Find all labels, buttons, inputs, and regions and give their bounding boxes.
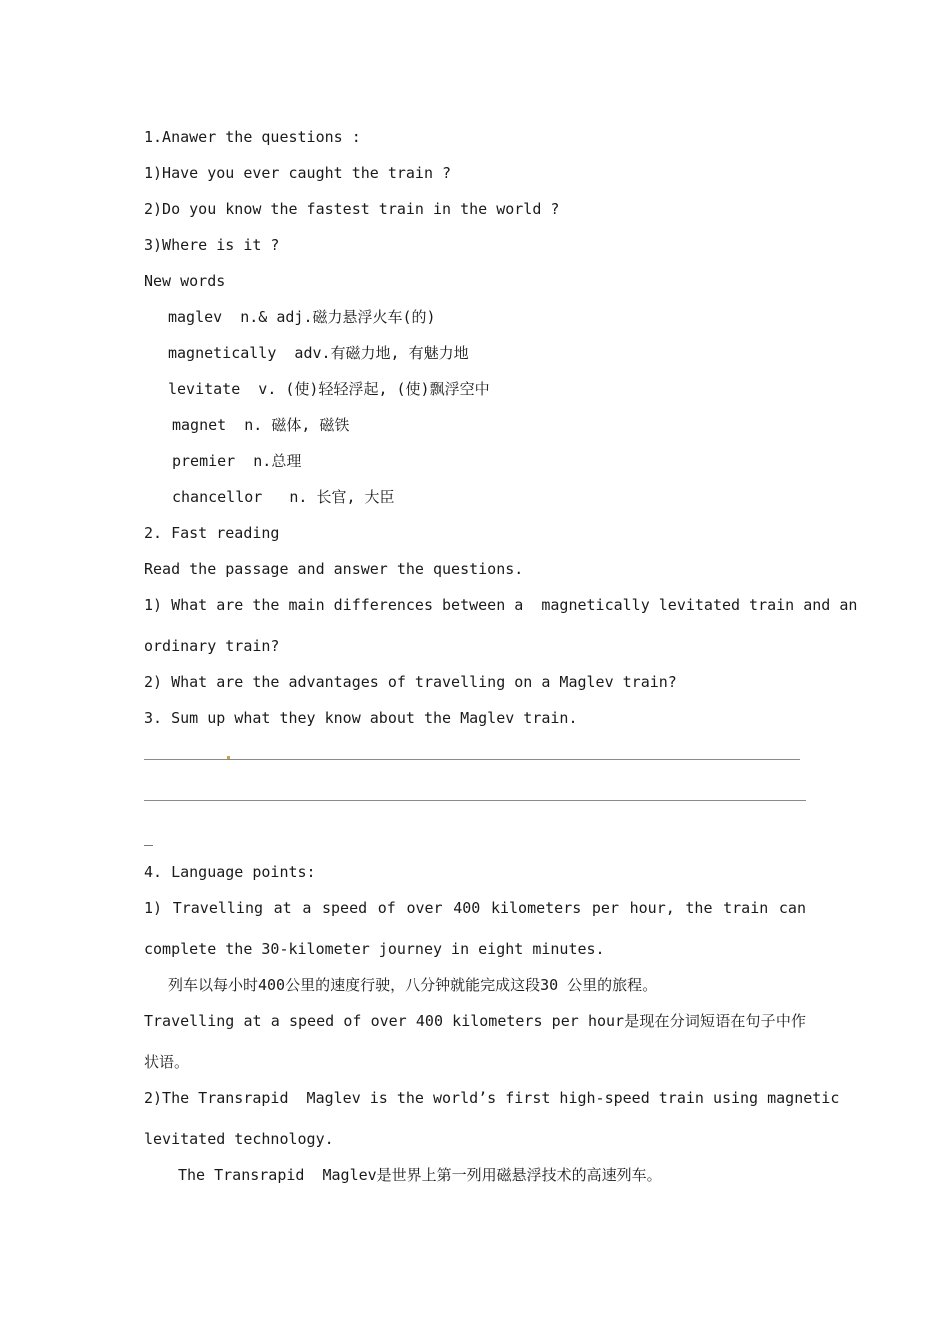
word-premier: premier n.总理 [172,452,302,470]
section2-heading: 2. Fast reading [144,524,280,542]
point2-translation: The Transrapid Maglev是世界上第一列用磁悬浮技术的高速列车。 [178,1166,662,1184]
word-levitate: levitate v. (使)轻轻浮起, (使)飘浮空中 [168,380,490,398]
question-3: 3)Where is it ? [144,236,280,254]
answer-line-2[interactable] [144,800,806,801]
fast-reading-q1-line2: ordinary train? [144,637,280,655]
word-maglev: maglev n.& adj.磁力悬浮火车(的) [168,308,436,326]
question-1: 1)Have you ever caught the train ? [144,164,452,182]
answer-line-tail: _ [144,828,154,846]
section3-heading: 3. Sum up what they know about the Maglev train. [144,709,578,727]
fast-reading-q1-line1: 1) What are the main differences between a magnetically levitated train and an [144,596,858,614]
section2-instruction: Read the passage and answer the questions. [144,560,524,578]
word-magnet: magnet n. 磁体, 磁铁 [172,416,350,434]
point2-line2: levitated technology. [144,1130,334,1148]
answer-line-1[interactable] [144,759,800,760]
point1-line2: complete the 30-kilometer journey in eight minutes. [144,940,605,958]
word-chancellor: chancellor n. 长官, 大臣 [172,488,395,506]
point1-note-line1: Travelling at a speed of over 400 kilometers per hour是现在分词短语在句子中作 [144,1012,806,1030]
question-2: 2)Do you know the fastest train in the world ? [144,200,560,218]
section1-heading: 1.Anawer the questions : [144,128,361,146]
point1-note-line2: 状语。 [144,1053,190,1071]
word-magnetically: magnetically adv.有磁力地, 有魅力地 [168,344,469,362]
point1-translation: 列车以每小时400公里的速度行驶，八分钟就能完成这段30 公里的旅程。 [168,976,658,994]
point2-line1: 2)The Transrapid Maglev is the world’s first high-speed train using magnetic [144,1089,840,1107]
section4-heading: 4. Language points: [144,863,316,881]
stray-mark [227,756,230,759]
new-words-heading: New words [144,272,226,290]
point1-line1: 1) Travelling at a speed of over 400 kilometers per hour, the train can [144,899,806,917]
fast-reading-q2: 2) What are the advantages of travelling on a Maglev train? [144,673,677,691]
